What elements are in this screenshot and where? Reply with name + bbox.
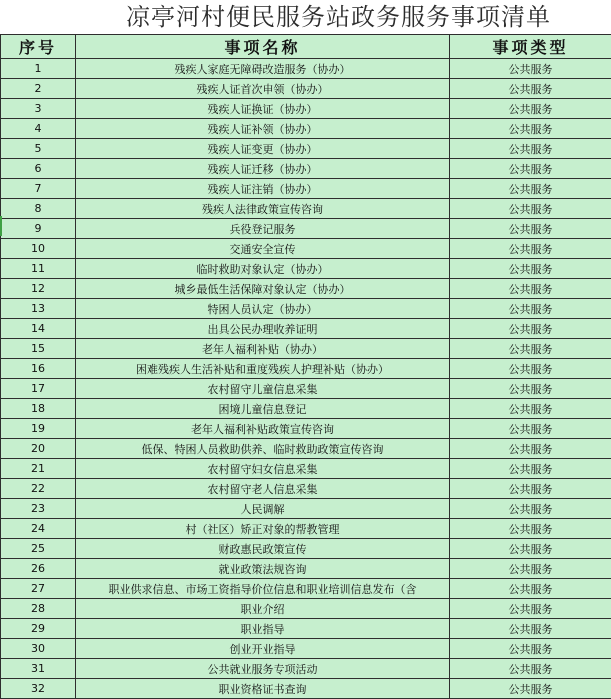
cell-name[interactable]: 人民调解 <box>76 499 450 519</box>
cell-type[interactable]: 公共服务 <box>450 559 611 579</box>
cell-type[interactable]: 公共服务 <box>450 519 611 539</box>
cell-name[interactable]: 农村留守老人信息采集 <box>76 479 450 499</box>
row-selection-marker <box>0 216 2 236</box>
cell-no[interactable]: 17 <box>1 379 76 399</box>
table-row <box>1 339 611 359</box>
table-row <box>1 639 611 659</box>
cell-name[interactable]: 残疾人证换证（协办） <box>76 99 450 119</box>
cell-type[interactable]: 公共服务 <box>450 199 611 219</box>
cell-name[interactable]: 临时救助对象认定（协办） <box>76 259 450 279</box>
cell-type[interactable]: 公共服务 <box>450 599 611 619</box>
table-row <box>1 559 611 579</box>
cell-type[interactable]: 公共服务 <box>450 379 611 399</box>
table-row <box>1 119 611 139</box>
cell-name[interactable]: 残疾人证补领（协办） <box>76 119 450 139</box>
table-row <box>1 399 611 419</box>
table-row <box>1 59 611 79</box>
cell-name[interactable]: 职业供求信息、市场工资指导价位信息和职业培训信息发布（含 <box>76 579 450 599</box>
cell-no[interactable]: 6 <box>1 159 76 179</box>
cell-name[interactable]: 残疾人法律政策宣传咨询 <box>76 199 450 219</box>
cell-name[interactable]: 职业介绍 <box>76 599 450 619</box>
cell-no[interactable]: 28 <box>1 599 76 619</box>
cell-type[interactable]: 公共服务 <box>450 299 611 319</box>
cell-type[interactable]: 公共服务 <box>450 259 611 279</box>
cell-no[interactable]: 21 <box>1 459 76 479</box>
cell-type[interactable]: 公共服务 <box>450 499 611 519</box>
cell-name[interactable]: 困境儿童信息登记 <box>76 399 450 419</box>
cell-no[interactable]: 31 <box>1 659 76 679</box>
cell-type[interactable]: 公共服务 <box>450 139 611 159</box>
cell-type[interactable]: 公共服务 <box>450 679 611 699</box>
table-row <box>1 479 611 499</box>
table-row <box>1 139 611 159</box>
cell-no[interactable]: 11 <box>1 259 76 279</box>
table-row <box>1 179 611 199</box>
cell-name[interactable]: 残疾人家庭无障碍改造服务（协办） <box>76 59 450 79</box>
cell-no[interactable]: 30 <box>1 639 76 659</box>
cell-no[interactable]: 15 <box>1 339 76 359</box>
table-row <box>1 159 611 179</box>
service-items-table <box>0 34 611 699</box>
cell-name[interactable]: 公共就业服务专项活动 <box>76 659 450 679</box>
cell-name[interactable]: 残疾人证首次申领（协办） <box>76 79 450 99</box>
cell-name[interactable]: 困难残疾人生活补贴和重度残疾人护理补贴（协办） <box>76 359 450 379</box>
cell-no[interactable]: 16 <box>1 359 76 379</box>
cell-type[interactable]: 公共服务 <box>450 279 611 299</box>
cell-type[interactable]: 公共服务 <box>450 119 611 139</box>
cell-no[interactable]: 1 <box>1 59 76 79</box>
cell-no[interactable]: 32 <box>1 679 76 699</box>
cell-no[interactable]: 27 <box>1 579 76 599</box>
cell-no[interactable]: 5 <box>1 139 76 159</box>
table-row <box>1 439 611 459</box>
cell-type[interactable]: 公共服务 <box>450 659 611 679</box>
cell-no[interactable]: 10 <box>1 239 76 259</box>
cell-no[interactable]: 12 <box>1 279 76 299</box>
cell-no[interactable]: 8 <box>1 199 76 219</box>
table-row <box>1 579 611 599</box>
cell-no[interactable]: 2 <box>1 79 76 99</box>
table-row <box>1 499 611 519</box>
header-no[interactable]: 序号 <box>1 35 76 59</box>
cell-name[interactable]: 职业指导 <box>76 619 450 639</box>
cell-type[interactable]: 公共服务 <box>450 419 611 439</box>
cell-no[interactable]: 3 <box>1 99 76 119</box>
cell-type[interactable]: 公共服务 <box>450 179 611 199</box>
cell-no[interactable]: 13 <box>1 299 76 319</box>
table-row <box>1 459 611 479</box>
cell-name[interactable]: 城乡最低生活保障对象认定（协办） <box>76 279 450 299</box>
cell-name[interactable]: 出具公民办理收养证明 <box>76 319 450 339</box>
table-row <box>1 519 611 539</box>
cell-type[interactable]: 公共服务 <box>450 399 611 419</box>
table-row <box>1 379 611 399</box>
header-type[interactable]: 事项类型 <box>450 35 611 59</box>
cell-name[interactable]: 兵役登记服务 <box>76 219 450 239</box>
table-row <box>1 79 611 99</box>
cell-no[interactable]: 14 <box>1 319 76 339</box>
cell-type[interactable]: 公共服务 <box>450 219 611 239</box>
cell-name[interactable]: 交通安全宣传 <box>76 239 450 259</box>
cell-no[interactable]: 23 <box>1 499 76 519</box>
cell-type[interactable]: 公共服务 <box>450 79 611 99</box>
cell-no[interactable]: 4 <box>1 119 76 139</box>
cell-no[interactable]: 19 <box>1 419 76 439</box>
cell-name[interactable]: 农村留守妇女信息采集 <box>76 459 450 479</box>
cell-no[interactable]: 18 <box>1 399 76 419</box>
cell-type[interactable]: 公共服务 <box>450 319 611 339</box>
cell-type[interactable]: 公共服务 <box>450 59 611 79</box>
table-row <box>1 99 611 119</box>
table-row <box>1 319 611 339</box>
cell-name[interactable]: 农村留守儿童信息采集 <box>76 379 450 399</box>
table-row <box>1 619 611 639</box>
cell-name[interactable]: 老年人福利补贴政策宣传咨询 <box>76 419 450 439</box>
cell-type[interactable]: 公共服务 <box>450 99 611 119</box>
cell-type[interactable]: 公共服务 <box>450 239 611 259</box>
table-body <box>1 59 611 699</box>
cell-no[interactable]: 20 <box>1 439 76 459</box>
cell-type[interactable]: 公共服务 <box>450 459 611 479</box>
cell-no[interactable]: 29 <box>1 619 76 639</box>
cell-type[interactable]: 公共服务 <box>450 639 611 659</box>
cell-type[interactable]: 公共服务 <box>450 339 611 359</box>
cell-name[interactable]: 村（社区）矫正对象的帮教管理 <box>76 519 450 539</box>
table-row <box>1 599 611 619</box>
cell-name[interactable]: 低保、特困人员救助供养、临时救助政策宣传咨询 <box>76 439 450 459</box>
cell-no[interactable]: 22 <box>1 479 76 499</box>
table-row <box>1 659 611 679</box>
header-row <box>1 35 611 59</box>
header-name[interactable]: 事项名称 <box>76 35 450 59</box>
table-row <box>1 299 611 319</box>
cell-type[interactable]: 公共服务 <box>450 539 611 559</box>
cell-name[interactable]: 就业政策法规咨询 <box>76 559 450 579</box>
cell-name[interactable]: 残疾人证变更（协办） <box>76 139 450 159</box>
cell-no[interactable]: 24 <box>1 519 76 539</box>
table-row <box>1 419 611 439</box>
table-row <box>1 239 611 259</box>
cell-name[interactable]: 残疾人证注销（协办） <box>76 179 450 199</box>
cell-name[interactable]: 财政惠民政策宣传 <box>76 539 450 559</box>
cell-name[interactable]: 创业开业指导 <box>76 639 450 659</box>
table-row <box>1 539 611 559</box>
cell-type[interactable]: 公共服务 <box>450 479 611 499</box>
cell-name[interactable]: 职业资格证书查询 <box>76 679 450 699</box>
table-row <box>1 259 611 279</box>
cell-type[interactable]: 公共服务 <box>450 619 611 639</box>
table-row <box>1 219 611 239</box>
cell-type[interactable]: 公共服务 <box>450 159 611 179</box>
cell-no[interactable]: 25 <box>1 539 76 559</box>
cell-name[interactable]: 残疾人证迁移（协办） <box>76 159 450 179</box>
table-row <box>1 199 611 219</box>
cell-type[interactable]: 公共服务 <box>450 439 611 459</box>
cell-name[interactable]: 特困人员认定（协办） <box>76 299 450 319</box>
cell-no[interactable]: 7 <box>1 179 76 199</box>
cell-type[interactable]: 公共服务 <box>450 579 611 599</box>
cell-no[interactable]: 9 <box>1 219 76 239</box>
sheet-title[interactable]: 凉亭河村便民服务站政务服务事项清单 <box>0 0 611 34</box>
cell-type[interactable]: 公共服务 <box>450 359 611 379</box>
table-row <box>1 359 611 379</box>
cell-name[interactable]: 老年人福利补贴（协办） <box>76 339 450 359</box>
table-row <box>1 279 611 299</box>
cell-no[interactable]: 26 <box>1 559 76 579</box>
